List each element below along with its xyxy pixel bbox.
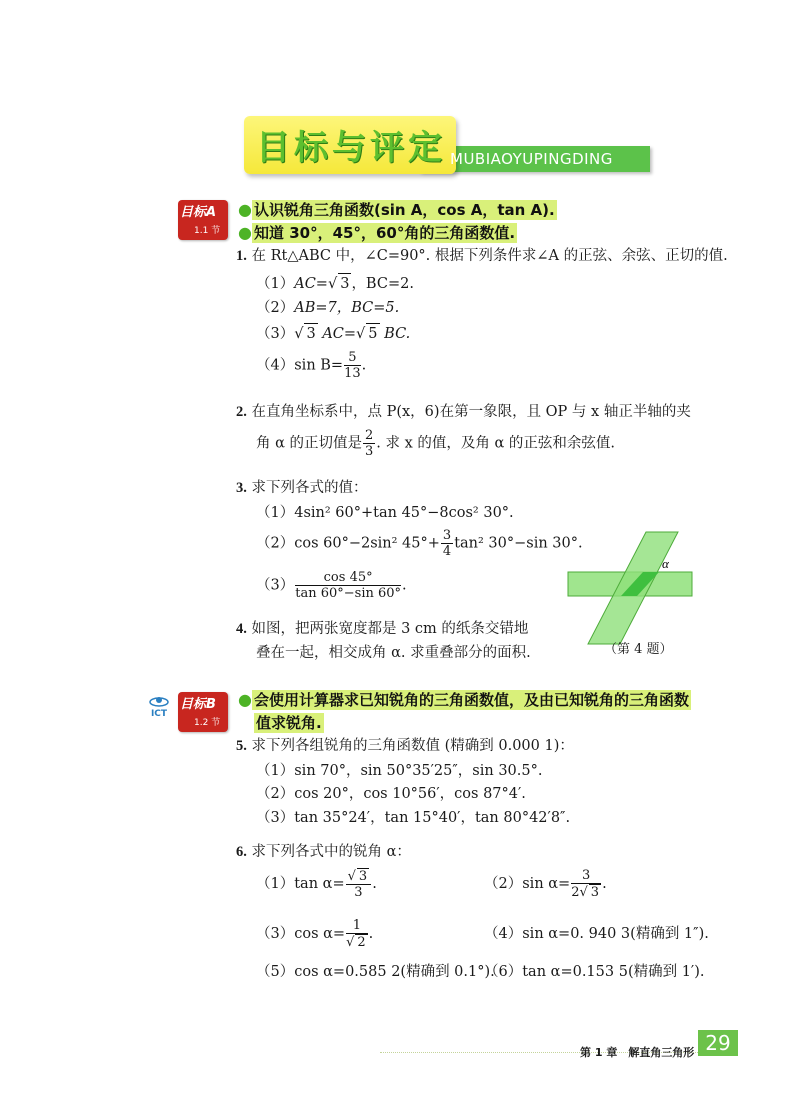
question-6-part-6: （6）tan α=0.153 5(精确到 1′). <box>484 964 705 980</box>
page-subtitle: MUBIAOYUPINGDING <box>450 150 613 168</box>
svg-text:ICT: ICT <box>150 709 168 718</box>
question-6-part-5: （5）cos α=0.585 2(精确到 0.1°). <box>256 964 495 980</box>
footer-chapter: 第 1 章 解直角三角形 <box>580 1046 695 1059</box>
target-a-goal-2: ● 知道 30°，45°，60°角的三角函数值. <box>238 223 516 242</box>
target-a-label: 目标A <box>180 205 217 220</box>
question-3-part-1: （1）4sin² 60°+tan 45°−8cos² 30°. <box>256 505 514 521</box>
question-1-part-4: （4）sin B= $\frac{5}{13}$ . <box>256 350 367 381</box>
question-6-part-4: （4）sin α=0. 940 3(精确到 1″). <box>484 926 709 942</box>
question-1: 1. 在 Rt△ABC 中，∠C=90°. 根据下列条件求∠A 的正弦、余弦、正切的值. <box>236 248 728 264</box>
question-4-line-1: 4. 如图，把两张宽度都是 3 cm 的纸条交错地 <box>236 621 529 637</box>
strips-figure <box>560 526 700 646</box>
question-6-part-3: （3）cos α= $\frac{1}{√ 2}$ . <box>256 918 374 950</box>
question-4-line-2: 叠在一起，相交成角 α. 求重叠部分的面积. <box>256 645 531 661</box>
page-title: 目标与评定 <box>256 128 446 168</box>
question-1-part-3: （3）√ 3 AC=√ 5 BC. <box>256 323 410 344</box>
target-a-section: 1.1 节 <box>194 226 221 236</box>
question-5-part-3: （3）tan 35°24′，tan 15°40′，tan 80°42′8″. <box>256 810 571 826</box>
angle-alpha-label: α <box>662 556 669 571</box>
bullet-icon: ● <box>238 223 252 242</box>
target-b-badge <box>178 692 228 732</box>
question-3-part-2: （2）cos 60°−2sin² 45°+ $\frac{3}{4}$ tan² 30°−sin 30°. <box>256 528 583 559</box>
question-3: 3. 求下列各式的值： <box>236 480 368 496</box>
question-1-part-2: （2）AB=7，BC=5. <box>256 300 400 316</box>
bullet-icon: ● <box>238 690 252 709</box>
target-b-goal-line-2: 值求锐角. <box>256 714 322 732</box>
page-number: 29 <box>698 1030 738 1056</box>
question-1-part-1: （1）AC=√ 3 ，BC=2. <box>256 273 414 294</box>
question-6-part-2: （2）sin α= $\frac{3}{2√ 3}$ . <box>484 868 607 900</box>
question-5-part-2: （2）cos 20°，cos 10°56′，cos 87°4′. <box>256 786 526 802</box>
target-b-section: 1.2 节 <box>194 718 221 728</box>
question-2-line-1: 2. 在直角坐标系中，点 P(x，6)在第一象限，且 OP 与 x 轴正半轴的夹 <box>236 404 691 420</box>
target-a-goal-1: ● 认识锐角三角函数(sin A，cos A，tan A). <box>238 200 555 219</box>
question-5-part-1: （1）sin 70°，sin 50°35′25″，sin 30.5°. <box>256 763 543 779</box>
target-b-goal-line-1: ● 会使用计算器求已知锐角的三角函数值，及由已知锐角的三角函数 <box>238 690 689 709</box>
question-5: 5. 求下列各组锐角的三角函数值 (精确到 0.000 1)： <box>236 738 574 754</box>
figure-caption: （第 4 题） <box>604 642 673 657</box>
question-6-part-1: （1）tan α= $\frac{√ 3}{3}$ . <box>256 869 377 900</box>
question-2-line-2: 角 α 的正切值是 $\frac{2}{3}$ . 求 x 的值，及角 α 的正弦和余弦值. <box>256 428 616 459</box>
target-b-label: 目标B <box>180 697 216 712</box>
bullet-icon: ● <box>238 200 252 219</box>
question-3-part-3: （3） $\frac{\cos 45^\circ}{\tan 60^\circ-\sin 60^\circ}$ . <box>256 570 407 601</box>
question-6: 6. 求下列各式中的锐角 α： <box>236 844 411 860</box>
ict-icon <box>146 692 172 718</box>
target-a-badge <box>178 200 228 240</box>
